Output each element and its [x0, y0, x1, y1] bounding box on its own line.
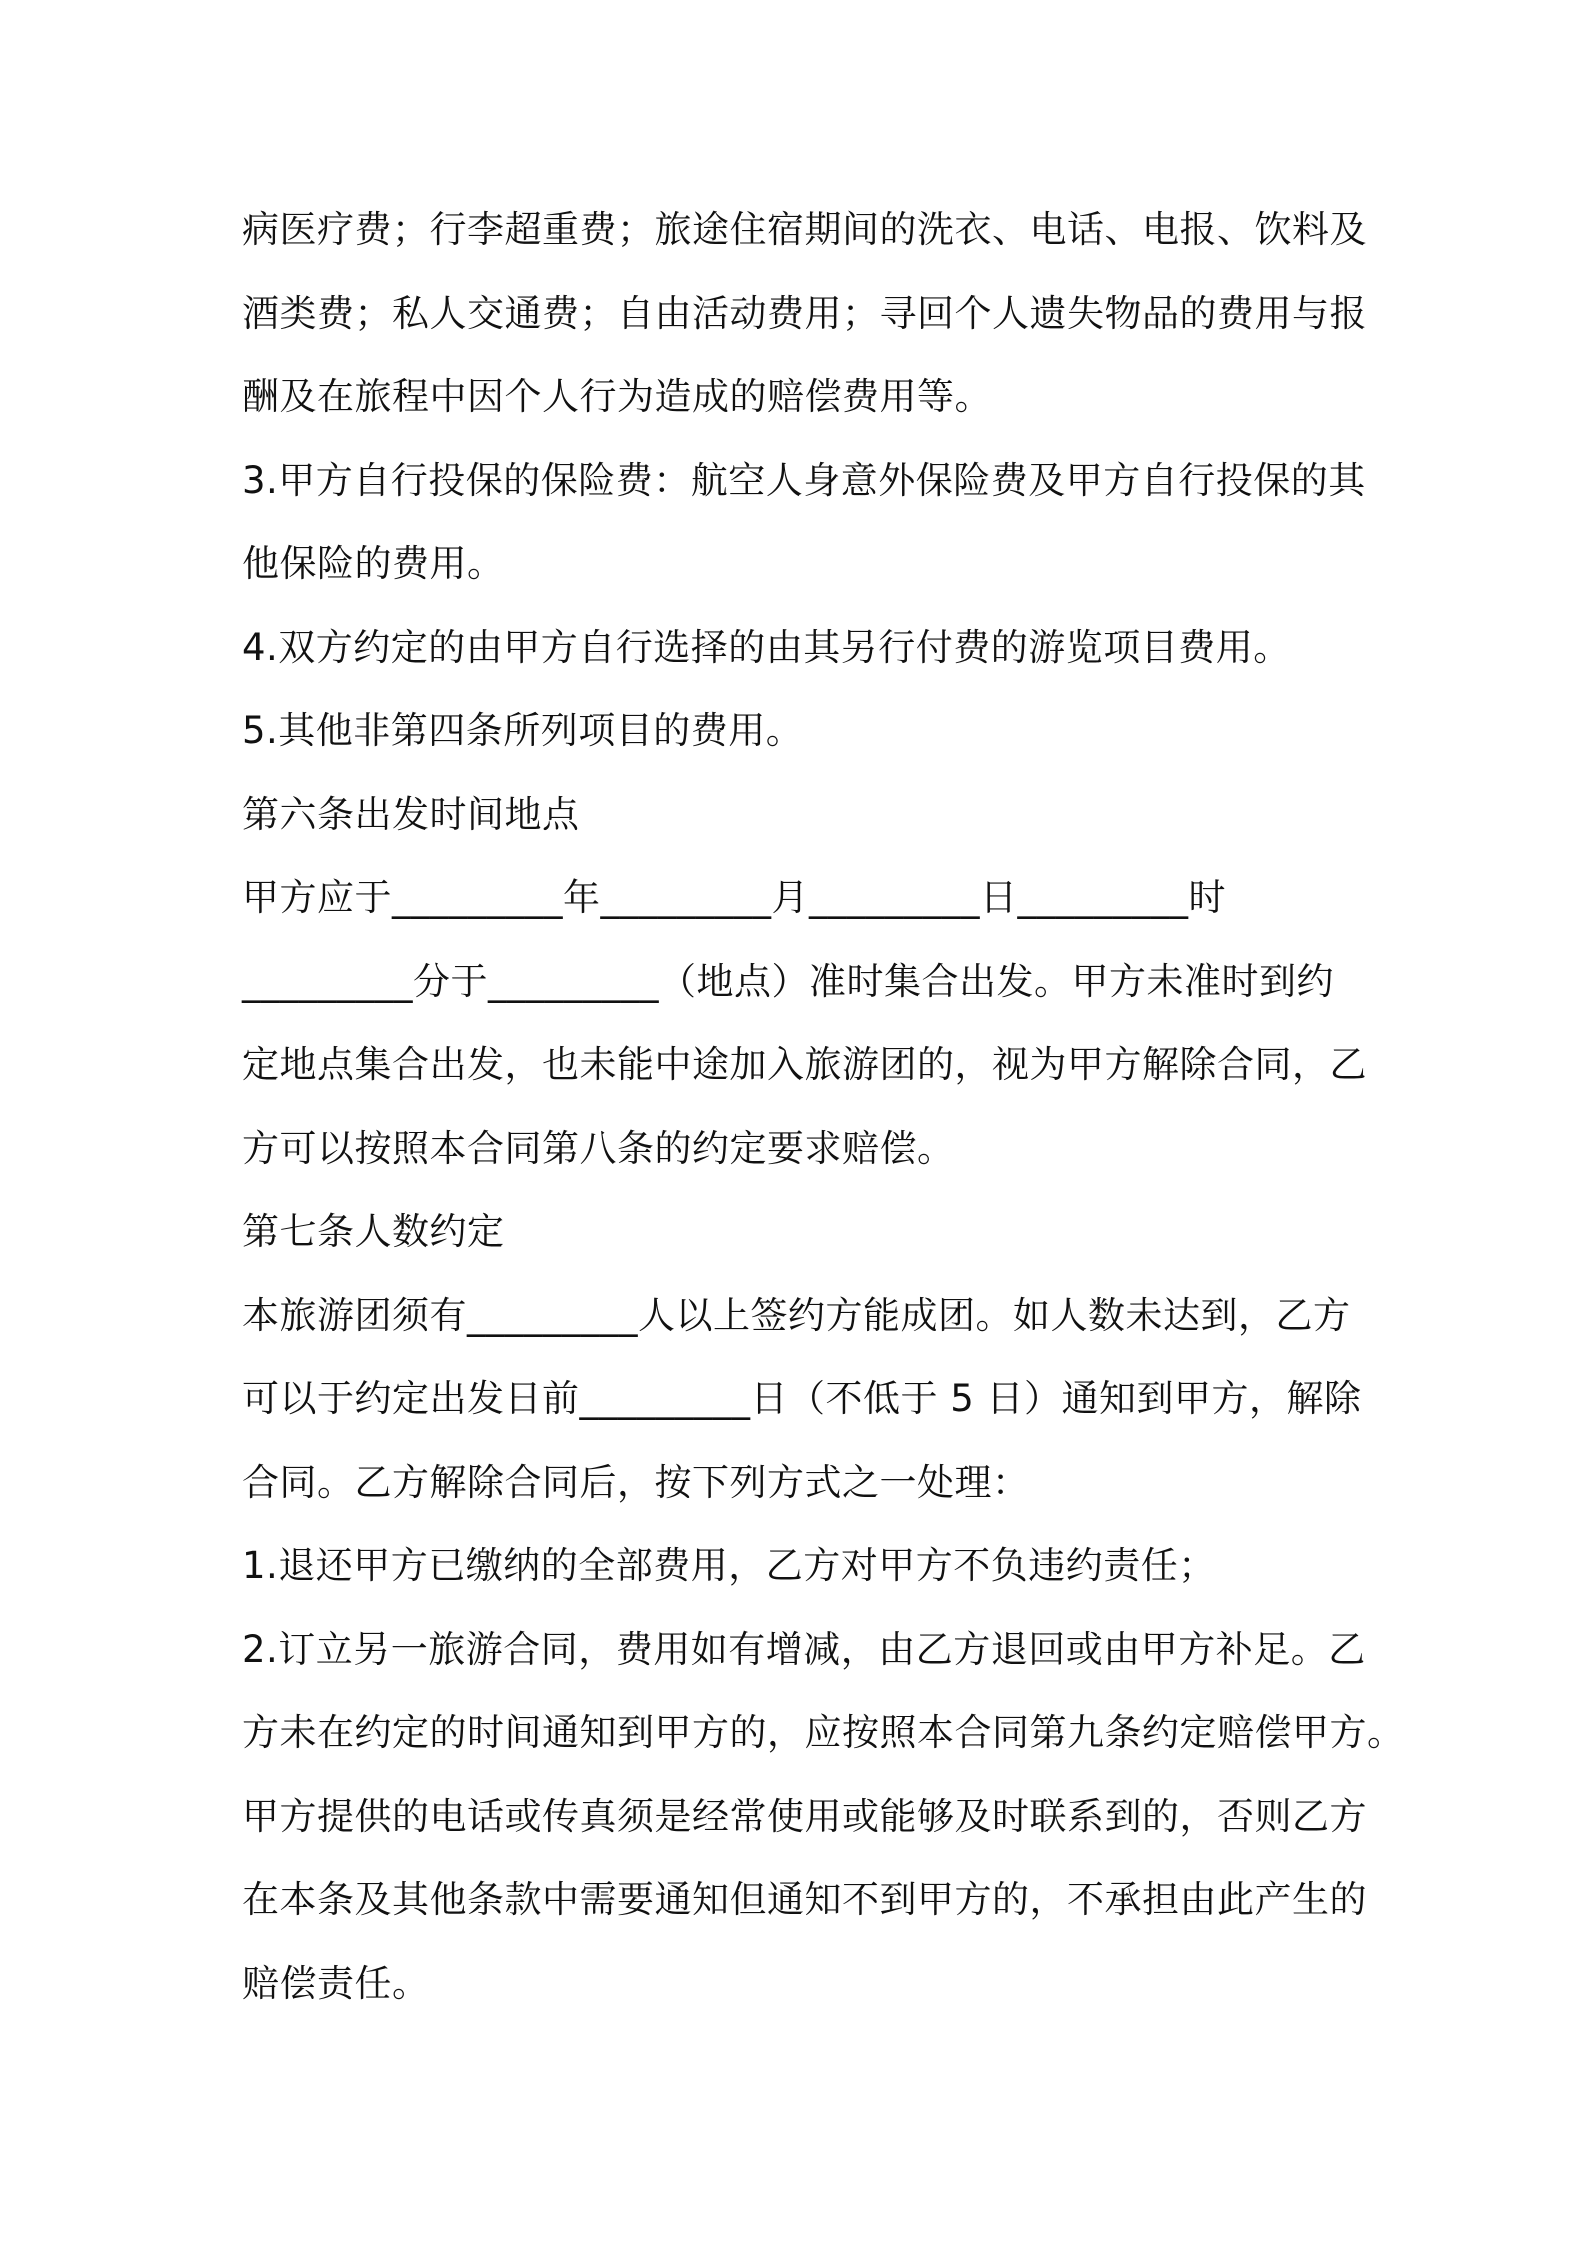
text-line-11: 定地点集合出发，也未能中途加入旅游团的，视为甲方解除合同，乙 — [242, 1043, 1367, 1086]
text-line-9: 甲方应于_________年_________月_________日_________时 — [242, 876, 1226, 919]
text-line-18: 2.订立另一旅游合同，费用如有增减，由乙方退回或由甲方补足。乙 — [242, 1628, 1366, 1671]
text-line-10: _________分于_________（地点）准时集合出发。甲方未准时到约 — [242, 960, 1334, 1003]
text-line-14: 本旅游团须有_________人以上签约方能成团。如人数未达到，乙方 — [242, 1294, 1351, 1337]
text-line-16: 合同。乙方解除合同后，按下列方式之一处理： — [242, 1461, 1030, 1504]
text-line-19: 方未在约定的时间通知到甲方的，应按照本合同第九条约定赔偿甲方。 — [242, 1711, 1405, 1754]
text-line-22: 赔偿责任。 — [242, 1962, 430, 2005]
text-line-7: 5.其他非第四条所列项目的费用。 — [242, 709, 804, 752]
text-line-21: 在本条及其他条款中需要通知但通知不到甲方的，不承担由此产生的 — [242, 1878, 1367, 1921]
text-line-5: 他保险的费用。 — [242, 542, 505, 585]
text-line-4: 3.甲方自行投保的保险费：航空人身意外保险费及甲方自行投保的其 — [242, 459, 1366, 502]
text-line-1: 病医疗费；行李超重费；旅途住宿期间的洗衣、电话、电报、饮料及 — [242, 208, 1367, 251]
text-line-17: 1.退还甲方已缴纳的全部费用，乙方对甲方不负违约责任； — [242, 1544, 1216, 1587]
text-line-20: 甲方提供的电话或传真须是经常使用或能够及时联系到的，否则乙方 — [242, 1795, 1367, 1838]
text-line-15: 可以于约定出发日前_________日（不低于 5 日）通知到甲方，解除 — [242, 1377, 1362, 1420]
text-line-2: 酒类费；私人交通费；自由活动费用；寻回个人遗失物品的费用与报 — [242, 292, 1367, 335]
section-heading-6: 第六条出发时间地点 — [242, 793, 580, 836]
section-heading-7: 第七条人数约定 — [242, 1210, 505, 1253]
text-line-6: 4.双方约定的由甲方自行选择的由其另行付费的游览项目费用。 — [242, 626, 1291, 669]
text-line-12: 方可以按照本合同第八条的约定要求赔偿。 — [242, 1127, 955, 1170]
text-line-3: 酬及在旅程中因个人行为造成的赔偿费用等。 — [242, 375, 992, 418]
